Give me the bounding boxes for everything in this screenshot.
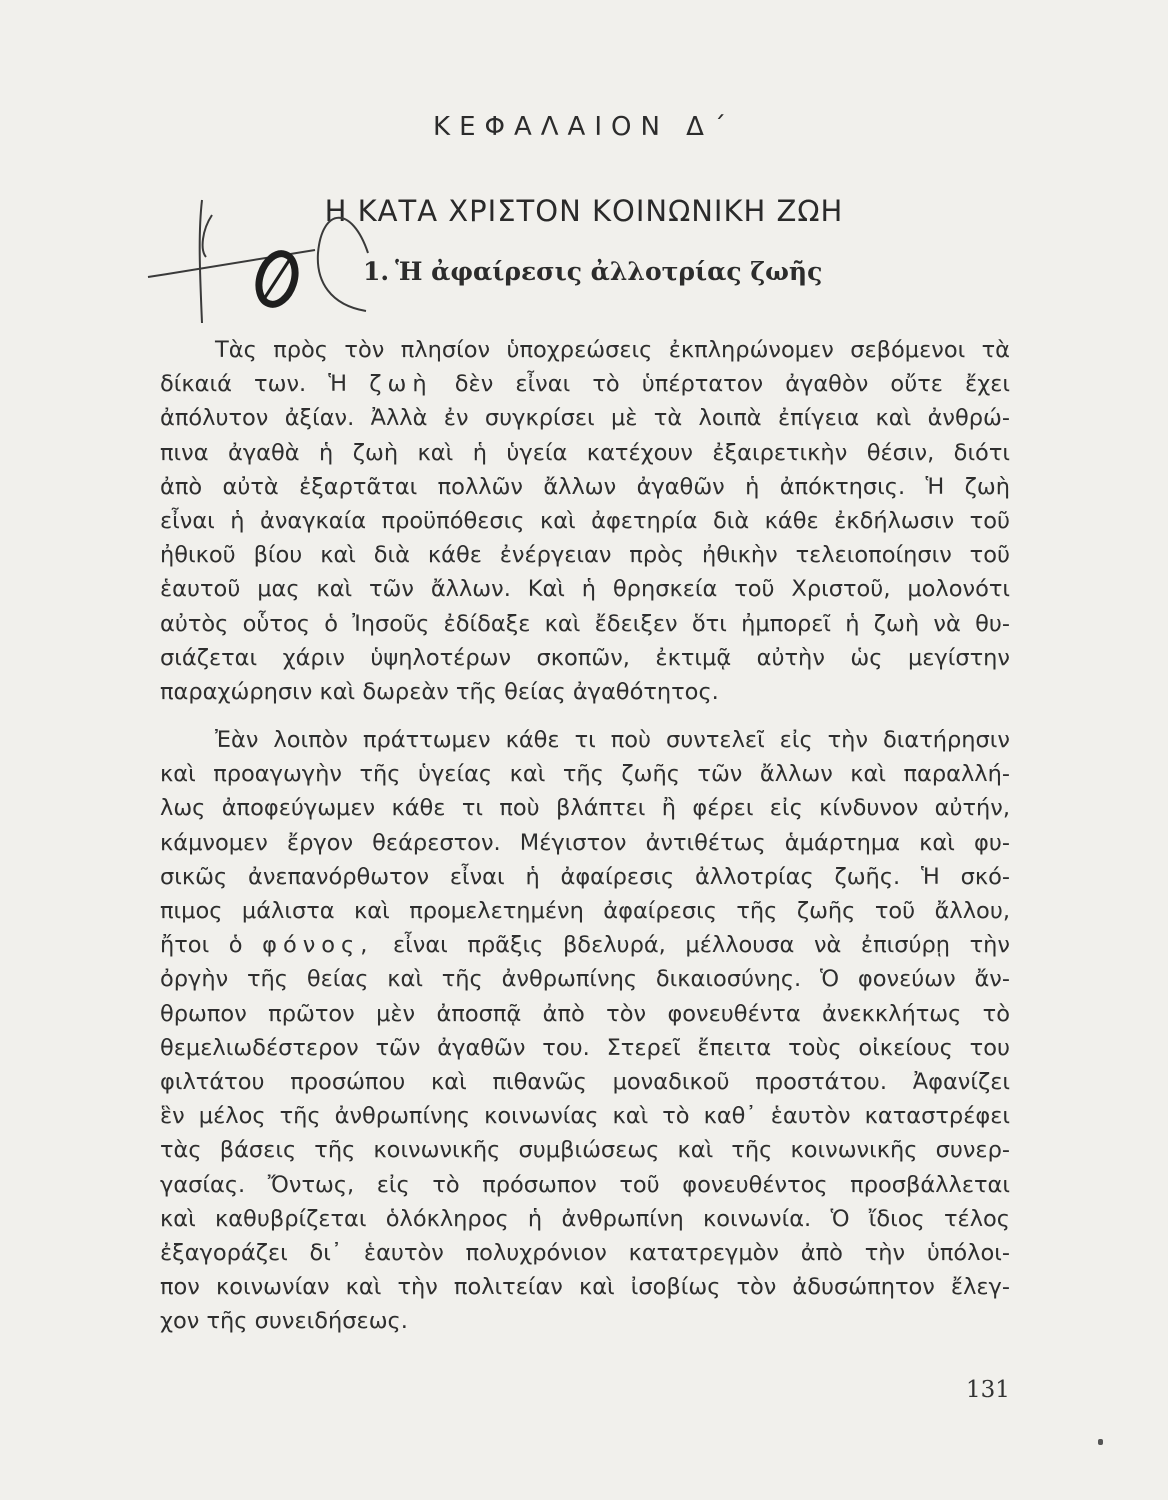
text-line: ὀργὴν τῆς θείας καὶ τῆς ἀνθρωπίνης δικαιοσύνης. Ὁ φονεύων ἄν- [160, 966, 1010, 993]
chapter-title: Η ΚΑΤΑ ΧΡΙΣΤΟΝ ΚΟΙΝΩΝΙΚΗ ΖΩΗ [324, 194, 844, 228]
text-line: ἑαυτοῦ μας καὶ τῶν ἄλλων. Καὶ ἡ θρησκεία τοῦ Χριστοῦ, μολονότι [160, 576, 1010, 603]
section-number: 1. [363, 257, 390, 286]
emphasis-word: φόνος, [262, 932, 374, 959]
text-line: χον τῆς συνειδήσεως. [160, 1308, 408, 1335]
text-line: λως ἀποφεύγωμεν κάθε τι ποὺ βλάπτει ἢ φέρει εἰς κίνδυνον αὐτήν, [160, 795, 1010, 822]
page-number: 131 [966, 1377, 1010, 1403]
body-text [160, 333, 1010, 1338]
text-line: ἤτοι ὁ φόνος, εἶναι πρᾶξις βδελυρά, μέλλουσα νὰ ἐπισύρῃ τὴν [160, 932, 1011, 959]
ink-speck [1098, 1439, 1103, 1445]
text-line: παραχώρησιν καὶ δωρεὰν τῆς θείας ἀγαθότητος. [160, 678, 719, 705]
text-line: καὶ καθυβρίζεται ὁλόκληρος ἡ ἀνθρωπίνη κοινωνία. Ὁ ἴδιος τέλος [160, 1205, 1010, 1232]
paragraph-2 [160, 723, 1010, 1338]
text-line: ἠθικοῦ βίου καὶ διὰ κάθε ἐνέργειαν πρὸς ἠθικὴν τελειοποίησιν τοῦ [160, 542, 1010, 569]
text-line: καὶ προαγωγὴν τῆς ὑγείας καὶ τῆς ζωῆς τῶν ἄλλων καὶ παραλλή- [160, 761, 1010, 788]
emphasis-word: ζωὴ [369, 371, 433, 398]
text-line: ἐξαγοράζει δι᾽ ἑαυτὸν πολυχρόνιον κατατρεγμὸν ἀπὸ τὴν ὑπόλοι- [160, 1239, 1010, 1266]
text-line: εἶναι ἡ ἀναγκαία προϋπόθεσις καὶ ἀφετηρία διὰ κάθε ἐκδήλωσιν τοῦ [160, 507, 1010, 534]
text-line: δίκαιά των. Ἡ ζωὴ δὲν εἶναι τὸ ὑπέρτατον ἀγαθὸν οὔτε ἔχει [160, 371, 1010, 398]
text-line: πιμος μάλιστα καὶ προμελετημένη ἀφαίρεσις τῆς ζωῆς τοῦ ἄλλου, [160, 898, 1010, 924]
text-line: θεμελιωδέστερον τῶν ἀγαθῶν του. Στερεῖ ἔπειτα τοὺς οἰκείους του [160, 1034, 1010, 1061]
text-line: αὐτὸς οὗτος ὁ Ἰησοῦς ἐδίδαξε καὶ ἔδειξεν ὅτι ἠμπορεῖ ἡ ζωὴ νὰ θυ- [160, 610, 1010, 637]
text-line: ἀπὸ αὐτὰ ἐξαρτᾶται πολλῶν ἄλλων ἀγαθῶν ἡ ἀπόκτησις. Ἡ ζωὴ [160, 473, 1010, 500]
text-line: σιάζεται χάριν ὑψηλοτέρων σκοπῶν, ἐκτιμᾷ αὐτὴν ὡς μεγίστην [160, 644, 1010, 671]
text-line: ἀπόλυτον ἀξίαν. Ἀλλὰ ἐν συγκρίσει μὲ τὰ λοιπὰ ἐπίγεια καὶ ἀνθρώ- [160, 405, 1010, 432]
paragraph-1 [160, 333, 1010, 709]
text-line: θρωπον πρῶτον μὲν ἀποσπᾷ ἀπὸ τὸν φονευθέντα ἀνεκκλήτως τὸ [160, 1000, 1010, 1027]
text-line: κάμνομεν ἔργον θεάρεστον. Μέγιστον ἀντιθέτως ἁμάρτημα καὶ φυ- [160, 829, 1010, 856]
text-line: σικῶς ἀνεπανόρθωτον εἶναι ἡ ἀφαίρεσις ἀλλοτρίας ζωῆς. Ἡ σκό- [160, 863, 1010, 890]
handwritten-annotation [140, 195, 370, 325]
text-line: τὰς βάσεις τῆς κοινωνικῆς συμβιώσεως καὶ τῆς κοινωνικῆς συνερ- [160, 1137, 1010, 1164]
text-line: φιλτάτου προσώπου καὶ πιθανῶς μοναδικοῦ προστάτου. Ἀφανίζει [160, 1068, 1010, 1095]
section-heading [363, 257, 822, 286]
section-title: Ἡ ἀφαίρεσις ἀλλοτρίας ζωῆς [395, 257, 823, 286]
text-line: πινα ἀγαθὰ ἡ ζωὴ καὶ ἡ ὑγεία κατέχουν ἐξαιρετικὴν θέσιν, διότι [160, 439, 1010, 466]
text-line: πον κοινωνίαν καὶ τὴν πολιτείαν καὶ ἰσοβίως τὸν ἀδυσώπητον ἔλεγ- [160, 1274, 1010, 1301]
text-line: Τὰς πρὸς τὸν πλησίον ὑποχρεώσεις ἐκπληρώνομεν σεβόμενοι τὰ [215, 337, 1010, 363]
chapter-heading: ΚΕΦΑΛΑΙΟΝ Δ΄ [433, 112, 735, 142]
text-line: ἓν μέλος τῆς ἀνθρωπίνης κοινωνίας καὶ τὸ καθ᾽ ἑαυτὸν καταστρέφει [160, 1103, 1010, 1130]
text-line: Ἐὰν λοιπὸν πράττωμεν κάθε τι ποὺ συντελεῖ εἰς τὴν διατήρησιν [215, 727, 1010, 754]
text-line: γασίας. Ὄντως, εἰς τὸ πρόσωπον τοῦ φονευθέντος προσβάλλεται [160, 1171, 1010, 1198]
